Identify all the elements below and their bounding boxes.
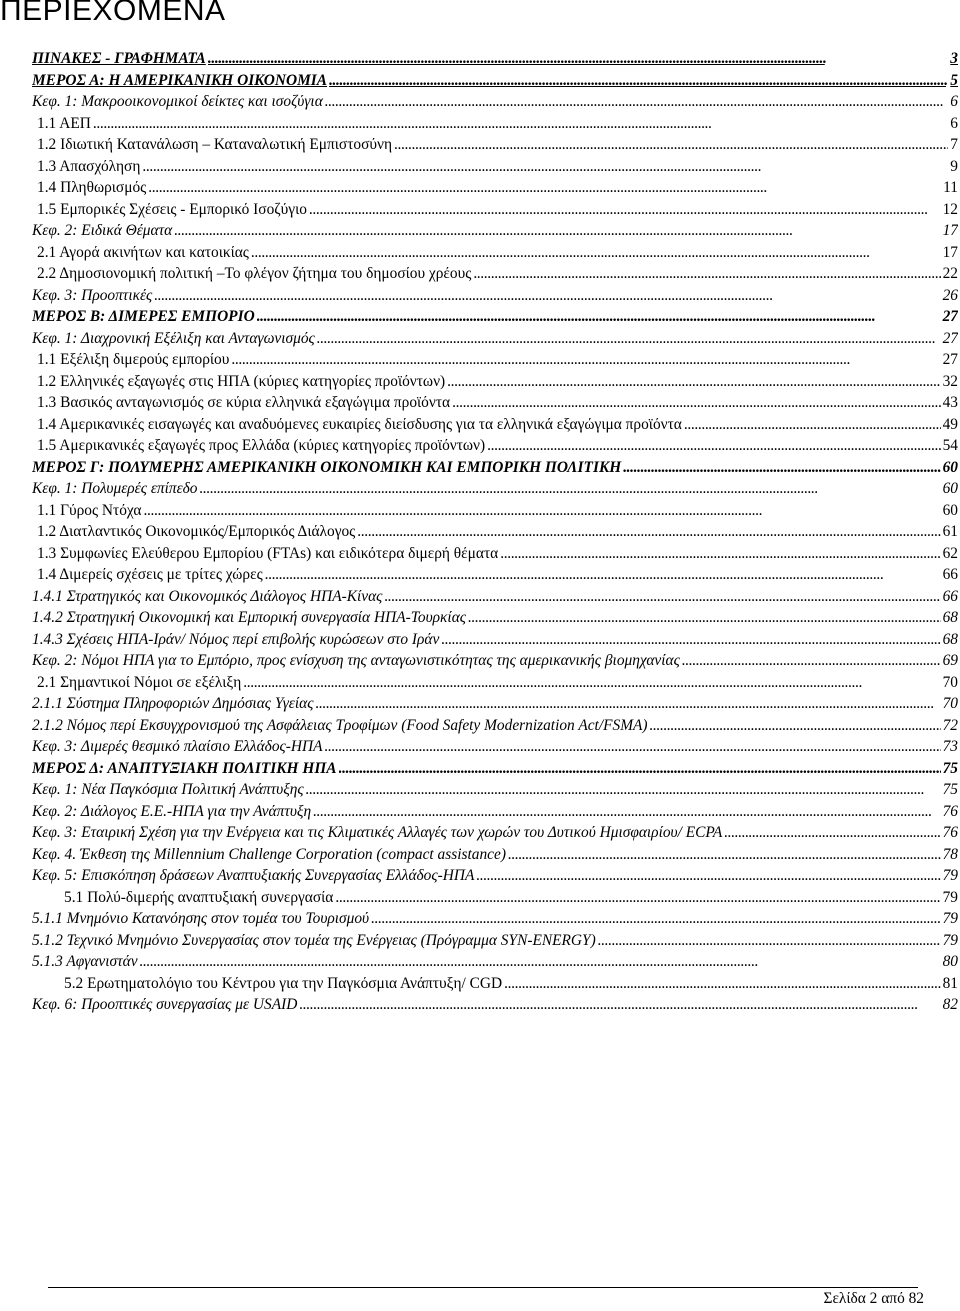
toc-entry[interactable]: 1.1 Εξέλιξη διμερούς εμπορίου . . . 27 (32, 349, 958, 371)
toc-entry[interactable]: 1.2 Ελληνικές εξαγωγές στις ΗΠΑ (κύριες κατηγορίες προϊόντων) . . . 32 (32, 371, 958, 393)
toc-entry[interactable]: 1.5 Αμερικανικές εξαγωγές προς Ελλάδα (κύριες κατηγορίες προϊόντων) . . . 54 (32, 435, 958, 457)
toc-entry[interactable]: Κεφ. 1: Μακροοικονομικοί δείκτες και ισοζύγια . . . 6 (32, 91, 958, 113)
toc-entry[interactable]: 1.1 ΑΕΠ . . . 6 (32, 113, 958, 135)
toc-entry[interactable]: 1.2 Διατλαντικός Οικονομικός/Εμπορικός Διάλογος . . . 61 (32, 521, 958, 543)
toc-entry[interactable]: 2.2 Δημοσιονομική πολιτική –Το φλέγον ζήτημα του δημοσίου χρέους . . . 22 (32, 263, 958, 285)
toc-entry[interactable]: Κεφ. 2: Νόμοι ΗΠΑ για το Εμπόριο, προς ενίσχυση της ανταγωνιστικότητας της αμερικανικής βιομηχανίας . . . 69 (32, 650, 958, 672)
toc-entry[interactable]: 1.4 Πληθωρισμός . . . 11 (32, 177, 958, 199)
toc-entry[interactable]: ΜΕΡΟΣ Δ: ΑΝΑΠΤΥΞΙΑΚΗ ΠΟΛΙΤΙΚΗ ΗΠΑ . . . 75 (32, 758, 958, 780)
toc-entry[interactable]: Κεφ. 1: Διαχρονική Εξέλιξη και Ανταγωνισμός . . . 27 (32, 328, 958, 350)
toc-entry[interactable]: ΜΕΡΟΣ Β: ΔΙΜΕΡΕΣ ΕΜΠΟΡΙΟ . . . 27 (32, 306, 958, 328)
toc-entry[interactable]: Κεφ. 5: Επισκόπηση δράσεων Αναπτυξιακής Συνεργασίας Ελλάδος-ΗΠΑ . . . 79 (32, 865, 958, 887)
toc-entry[interactable]: 1.5 Εμπορικές Σχέσεις - Εμπορικό Ισοζύγιο . . . 12 (32, 199, 958, 221)
page-title: ΠΕΡΙΕΧΟΜΕΝΑ (0, 0, 226, 27)
toc-entry[interactable]: 2.1 Σημαντικοί Νόμοι σε εξέλιξη . . . 70 (32, 672, 958, 694)
page-number-footer: Σελίδα 2 από 82 (823, 1290, 924, 1307)
footer-divider (48, 1287, 918, 1288)
toc-entry[interactable]: 2.1 Αγορά ακινήτων και κατοικίας . . . 17 (32, 242, 958, 264)
table-of-contents (32, 48, 958, 1016)
toc-entry[interactable]: 5.1.1 Μνημόνιο Κατανόησης στον τομέα του Τουρισμού . . . 79 (32, 908, 958, 930)
toc-entry[interactable]: Κεφ. 1: Νέα Παγκόσμια Πολιτική Ανάπτυξης . . . 75 (32, 779, 958, 801)
toc-entry[interactable]: Κεφ. 3: Εταιρική Σχέση για την Ενέργεια και τις Κλιματικές Αλλαγές των χωρών του Δυτικού Ημισφαιρίου/ ECPA . . . 76 (32, 822, 958, 844)
toc-entry[interactable]: 1.3 Απασχόληση . . . 9 (32, 156, 958, 178)
toc-entry[interactable]: Κεφ. 2: Ειδικά Θέματα . . . 17 (32, 220, 958, 242)
toc-entry[interactable]: 1.3 Βασικός ανταγωνισμός σε κύρια ελληνικά εξαγώγιμα προϊόντα . . . 43 (32, 392, 958, 414)
toc-entry[interactable]: 1.4 Αμερικανικές εισαγωγές και αναδυόμενες ευκαιρίες διείσδυσης για τα ελληνικά εξαγώγιμα προϊόντα . . . 49 (32, 414, 958, 436)
toc-entry[interactable]: Κεφ. 1: Πολυμερές επίπεδο . . . 60 (32, 478, 958, 500)
toc-entry[interactable]: 5.1 Πολύ-διμερής αναπτυξιακή συνεργασία . . . 79 (32, 887, 958, 909)
toc-entry[interactable]: 1.4.2 Στρατηγική Οικονομική και Εμπορική συνεργασία ΗΠΑ-Τουρκίας . . . 68 (32, 607, 958, 629)
toc-entry[interactable]: 1.1 Γύρος Ντόχα . . . 60 (32, 500, 958, 522)
toc-entry[interactable]: Κεφ. 3: Διμερές θεσμικό πλαίσιο Ελλάδος-ΗΠΑ . . . 73 (32, 736, 958, 758)
toc-entry[interactable]: Κεφ. 6: Προοπτικές συνεργασίας με USAID . . . 82 (32, 994, 958, 1016)
toc-entry[interactable]: 1.4 Διμερείς σχέσεις με τρίτες χώρες . . . 66 (32, 564, 958, 586)
toc-entry[interactable]: 1.2 Ιδιωτική Κατανάλωση – Καταναλωτική Εμπιστοσύνη . . . 7 (32, 134, 958, 156)
toc-entry[interactable]: 5.1.2 Τεχνικό Μνημόνιο Συνεργασίας στον τομέα της Ενέργειας (Πρόγραμμα SYN-ENERGY) . . . 79 (32, 930, 958, 952)
toc-entry[interactable]: ΜΕΡΟΣ Γ: ΠΟΛΥΜΕΡΗΣ ΑΜΕΡΙΚΑΝΙΚΗ ΟΙΚΟΝΟΜΙΚΗ ΚΑΙ ΕΜΠΟΡΙΚΗ ΠΟΛΙΤΙΚΗ . . . 60 (32, 457, 958, 479)
toc-entry[interactable]: 1.4.1 Στρατηγικός και Οικονομικός Διάλογος ΗΠΑ-Κίνας . . . 66 (32, 586, 958, 608)
toc-entry[interactable]: ΠΙΝΑΚΕΣ - ΓΡΑΦΗΜΑΤΑ . . . 3 (32, 48, 958, 70)
toc-entry[interactable]: ΜΕΡΟΣ Α: Η ΑΜΕΡΙΚΑΝΙΚΗ ΟΙΚΟΝΟΜΙΑ . . . 5 (32, 70, 958, 92)
toc-entry[interactable]: 5.2 Ερωτηματολόγιο του Κέντρου για την Παγκόσμια Ανάπτυξη/ CGD . . . 81 (32, 973, 958, 995)
toc-entry[interactable]: 2.1.2 Νόμος περί Εκσυγχρονισμού της Ασφάλειας Τροφίμων (Food Safety Modernization Act/FSMA) . . . 72 (32, 715, 958, 737)
toc-entry[interactable]: 5.1.3 Αφγανιστάν . . . 80 (32, 951, 958, 973)
toc-entry[interactable]: Κεφ. 4. Έκθεση της Millennium Challenge Corporation (compact assistance) . . . 78 (32, 844, 958, 866)
toc-entry[interactable]: Κεφ. 2: Διάλογος Ε.Ε.-ΗΠΑ για την Ανάπτυξη . . . 76 (32, 801, 958, 823)
toc-entry[interactable]: Κεφ. 3: Προοπτικές . . . 26 (32, 285, 958, 307)
toc-entry[interactable]: 1.3 Συμφωνίες Ελεύθερου Εμπορίου (FTAs) και ειδικότερα διμερή θέματα . . . 62 (32, 543, 958, 565)
toc-entry[interactable]: 2.1.1 Σύστημα Πληροφοριών Δημόσιας Υγείας . . . 70 (32, 693, 958, 715)
toc-entry[interactable]: 1.4.3 Σχέσεις ΗΠΑ-Ιράν/ Νόμος περί επιβολής κυρώσεων στο Ιράν . . . 68 (32, 629, 958, 651)
